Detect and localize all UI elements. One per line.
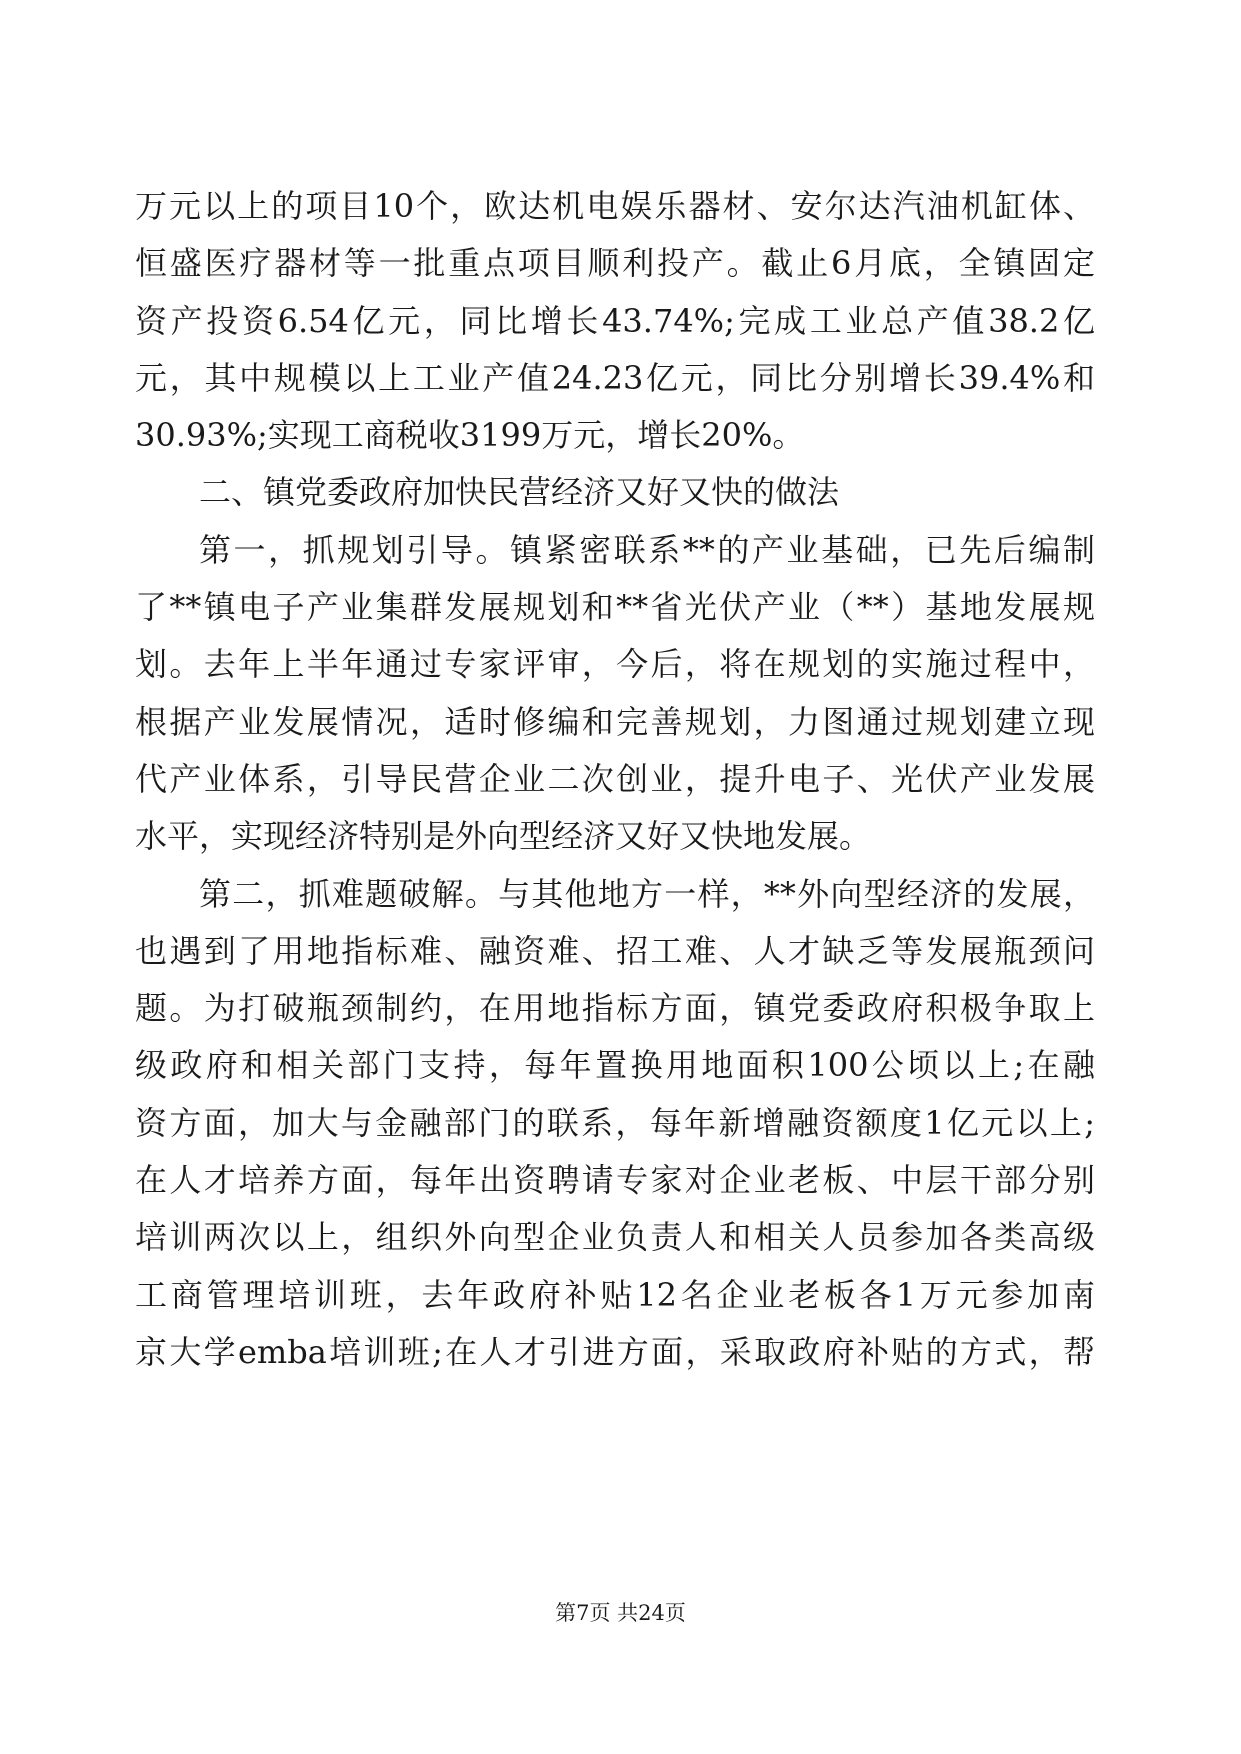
text-line: 资方面，加大与金融部门的联系，每年新增融资额度1亿元以上;: [135, 1103, 1095, 1142]
text-line: 恒盛医疗器材等一批重点项目顺利投产。截止6月底，全镇固定: [135, 244, 1095, 283]
text-line: 第二，抓难题破解。与其他地方一样，**外向型经济的发展，: [199, 874, 1095, 913]
text-line: 题。为打破瓶颈制约，在用地指标方面，镇党委政府积极争取上: [135, 989, 1095, 1028]
text-line: 第一，抓规划引导。镇紧密联系**的产业基础，已先后编制: [199, 530, 1095, 569]
text-line: 水平，实现经济特别是外向型经济又好又快地发展。: [135, 817, 872, 856]
text-line: 了**镇电子产业集群发展规划和**省光伏产业（**）基地发展规: [135, 588, 1095, 627]
text-line: 代产业体系，引导民营企业二次创业，提升电子、光伏产业发展: [135, 759, 1095, 798]
text-line: 培训两次以上，组织外向型企业负责人和相关人员参加各类高级: [135, 1218, 1095, 1257]
section-heading: 二、镇党委政府加快民营经济又好又快的做法: [199, 473, 840, 512]
text-line: 元，其中规模以上工业产值24.23亿元，同比分别增长39.4%和: [135, 358, 1095, 397]
text-line: 在人才培养方面，每年出资聘请专家对企业老板、中层干部分别: [135, 1161, 1095, 1200]
text-line: 京大学emba培训班;在人才引进方面，采取政府补贴的方式，帮: [135, 1332, 1095, 1371]
text-line: 万元以上的项目10个，欧达机电娱乐器材、安尔达汽油机缸体、: [135, 187, 1095, 225]
page-number-footer: 第7页 共24页: [555, 1601, 686, 1625]
text-line: 也遇到了用地指标难、融资难、招工难、人才缺乏等发展瓶颈问: [135, 931, 1095, 970]
text-line: 级政府和相关部门支持，每年置换用地面积100公顷以上;在融: [135, 1046, 1095, 1085]
text-line: 工商管理培训班，去年政府补贴12名企业老板各1万元参加南: [135, 1275, 1095, 1314]
text-line: 资产投资6.54亿元，同比增长43.74%;完成工业总产值38.2亿: [135, 301, 1095, 340]
text-line: 30.93%;实现工商税收3199万元，增长20%。: [135, 416, 805, 455]
document-body: [135, 178, 1095, 1381]
text-line: 根据产业发展情况，适时修编和完善规划，力图通过规划建立现: [135, 702, 1095, 741]
text-line: 划。去年上半年通过专家评审，今后，将在规划的实施过程中，: [135, 645, 1095, 684]
